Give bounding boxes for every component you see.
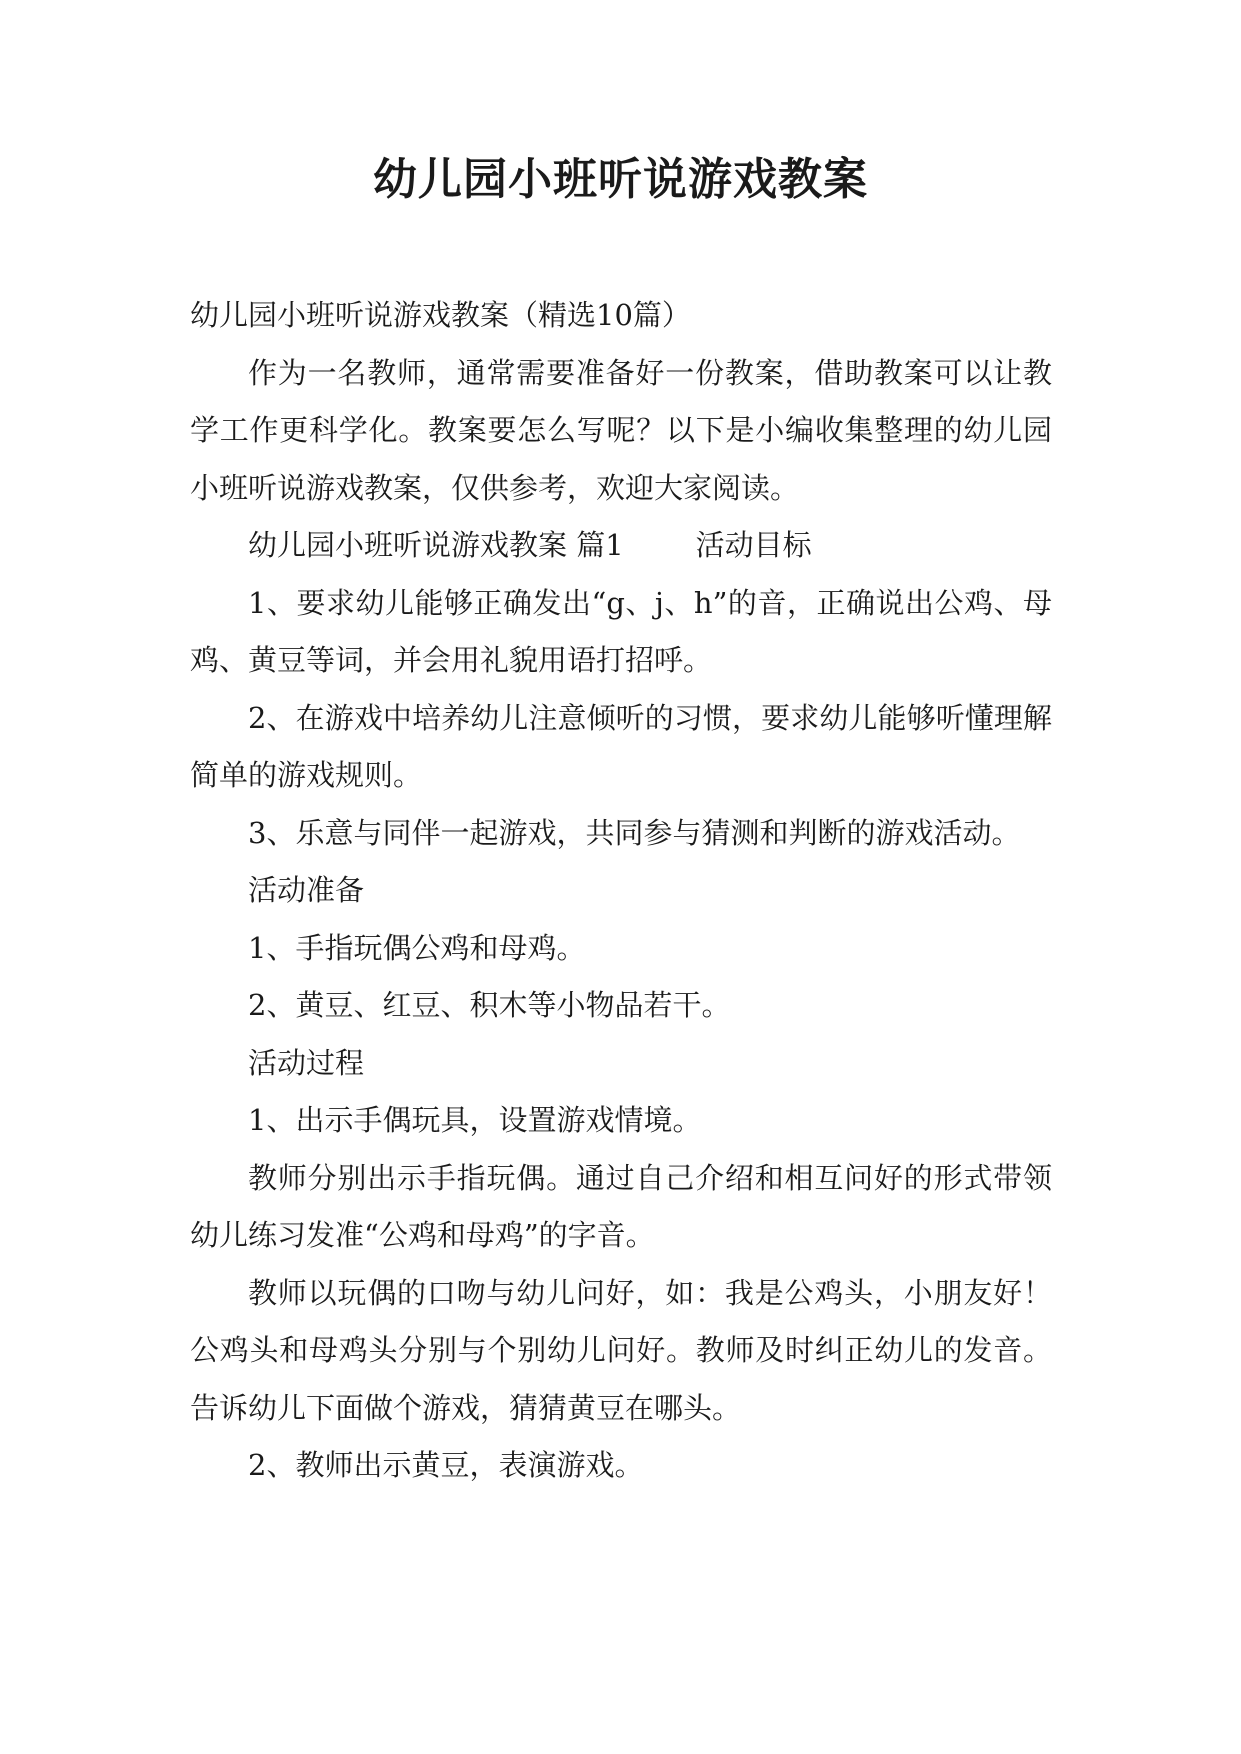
paragraph-prep-1: 1、手指玩偶公鸡和母鸡。 [248,930,586,965]
paragraph-prep-heading: 活动准备 [248,873,365,907]
paragraph-section-heading [190,517,1052,575]
paragraph-intro: 作为一名教师，通常需要准备好一份教案，借助教案可以让教学工作更科学化。教案要怎么写呢？以下是小编收集整理的幼儿园小班听说游戏教案，仅供参考，欢迎大家阅读。 [190,355,1052,505]
paragraph-process-1-detail: 教师分别出示手指玩偶。通过自己介绍和相互问好的形式带领幼儿练习发准“公鸡和母鸡”的字音。 [190,1160,1052,1252]
paragraph-prep-2: 2、黄豆、红豆、积木等小物品若干。 [248,988,731,1022]
section-heading-goal: 活动目标 [695,528,812,562]
paragraph-process-heading: 活动过程 [248,1045,365,1080]
document-title: 幼儿园小班听说游戏教案 [373,154,868,205]
paragraph-process-2: 2、教师出示黄豆，表演游戏。 [248,1448,644,1482]
document-body [190,287,1052,1495]
section-heading-text: 幼儿园小班听说游戏教案 篇1 [248,528,624,562]
paragraph-process-1: 1、出示手偶玩具，设置游戏情境。 [248,1103,702,1137]
paragraph-goal-2: 2、在游戏中培养幼儿注意倾听的习惯，要求幼儿能够听懂理解简单的游戏规则。 [190,700,1052,792]
paragraph-goal-3: 3、乐意与同伴一起游戏，共同参与猜测和判断的游戏活动。 [248,815,1021,850]
paragraph-subtitle: 幼儿园小班听说游戏教案（精选10篇） [190,298,691,332]
paragraph-goal-1: 1、要求幼儿能够正确发出“g、j、h”的音，正确说出公鸡、母鸡、黄豆等词，并会用礼貌用语打招呼。 [190,585,1052,677]
paragraph-process-1-example: 教师以玩偶的口吻与幼儿问好，如：我是公鸡头，小朋友好！公鸡头和母鸡头分别与个别幼儿问好。教师及时纠正幼儿的发音。告诉幼儿下面做个游戏，猜猜黄豆在哪头。 [190,1275,1052,1425]
